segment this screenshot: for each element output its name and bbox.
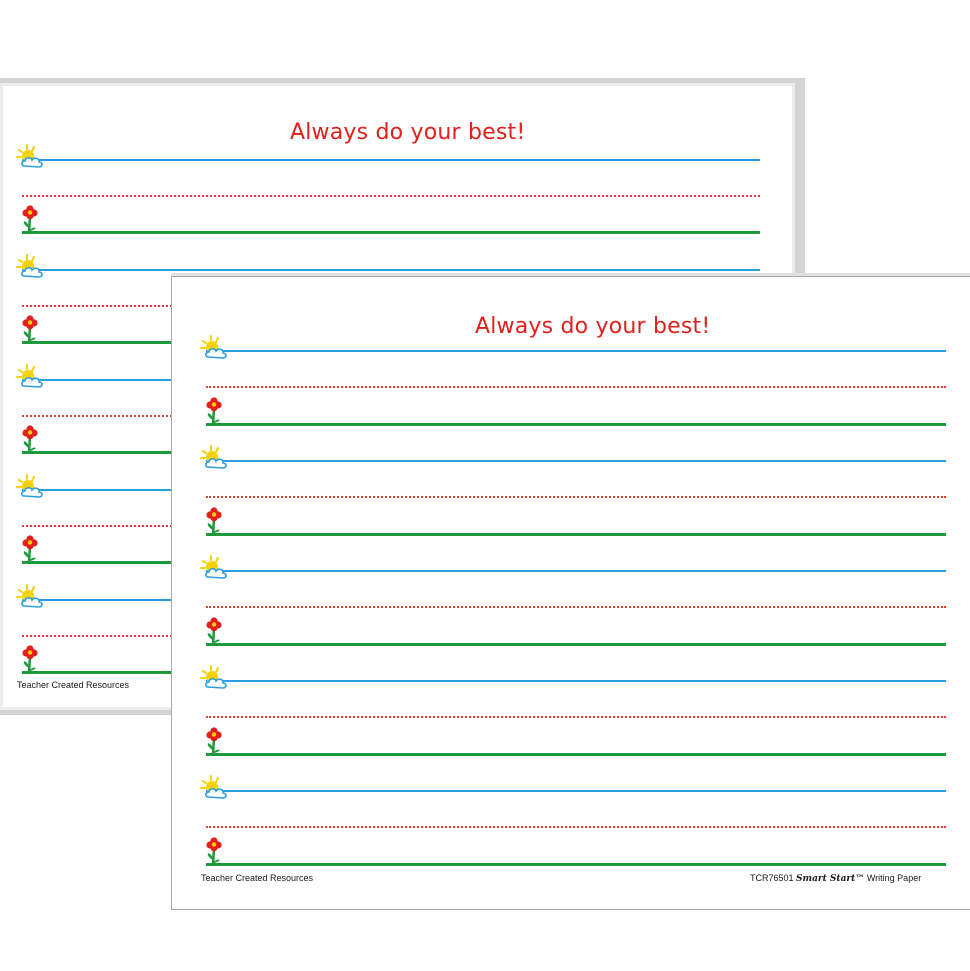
- dotted-midline: [206, 716, 946, 718]
- product-code: TCR76501: [750, 873, 794, 883]
- dotted-midline: [206, 386, 946, 388]
- baseline: [206, 863, 946, 866]
- sun-cloud-icon: [200, 664, 230, 694]
- sun-cloud-icon: [200, 444, 230, 474]
- product-footer: [750, 873, 921, 884]
- publisher-footer: Teacher Created Resources: [201, 873, 314, 883]
- sun-cloud-icon: [16, 253, 46, 283]
- sun-cloud-icon: [200, 334, 230, 364]
- top-writing-line: [22, 269, 760, 271]
- dotted-midline: [206, 496, 946, 498]
- dotted-midline: [206, 826, 946, 828]
- flower-icon: [16, 314, 46, 344]
- flower-icon: [200, 726, 230, 756]
- brand-name: Smart Start™: [796, 874, 865, 884]
- top-writing-line: [206, 460, 946, 462]
- sun-cloud-icon: [16, 473, 46, 503]
- flower-icon: [200, 396, 230, 426]
- writing-paper-sheet-front: [171, 276, 970, 910]
- sheet-title: Always do your best!: [290, 120, 526, 145]
- flower-icon: [200, 616, 230, 646]
- sheet-title: Always do your best!: [475, 314, 711, 339]
- top-writing-line: [22, 159, 760, 161]
- product-name: Writing Paper: [866, 873, 922, 883]
- flower-icon: [16, 424, 46, 454]
- top-writing-line: [206, 680, 946, 682]
- baseline: [22, 231, 760, 234]
- sun-cloud-icon: [16, 143, 46, 173]
- publisher-footer: Teacher Created Resources: [17, 680, 130, 690]
- top-writing-line: [206, 790, 946, 792]
- sun-cloud-icon: [16, 583, 46, 613]
- baseline: [206, 643, 946, 646]
- baseline: [206, 533, 946, 536]
- flower-icon: [16, 644, 46, 674]
- sun-cloud-icon: [16, 363, 46, 393]
- sun-cloud-icon: [200, 554, 230, 584]
- dotted-midline: [206, 606, 946, 608]
- flower-icon: [200, 506, 230, 536]
- flower-icon: [16, 534, 46, 564]
- sun-cloud-icon: [200, 774, 230, 804]
- top-writing-line: [206, 570, 946, 572]
- baseline: [206, 423, 946, 426]
- flower-icon: [200, 836, 230, 866]
- top-writing-line: [206, 350, 946, 352]
- dotted-midline: [22, 195, 760, 197]
- flower-icon: [16, 204, 46, 234]
- baseline: [206, 753, 946, 756]
